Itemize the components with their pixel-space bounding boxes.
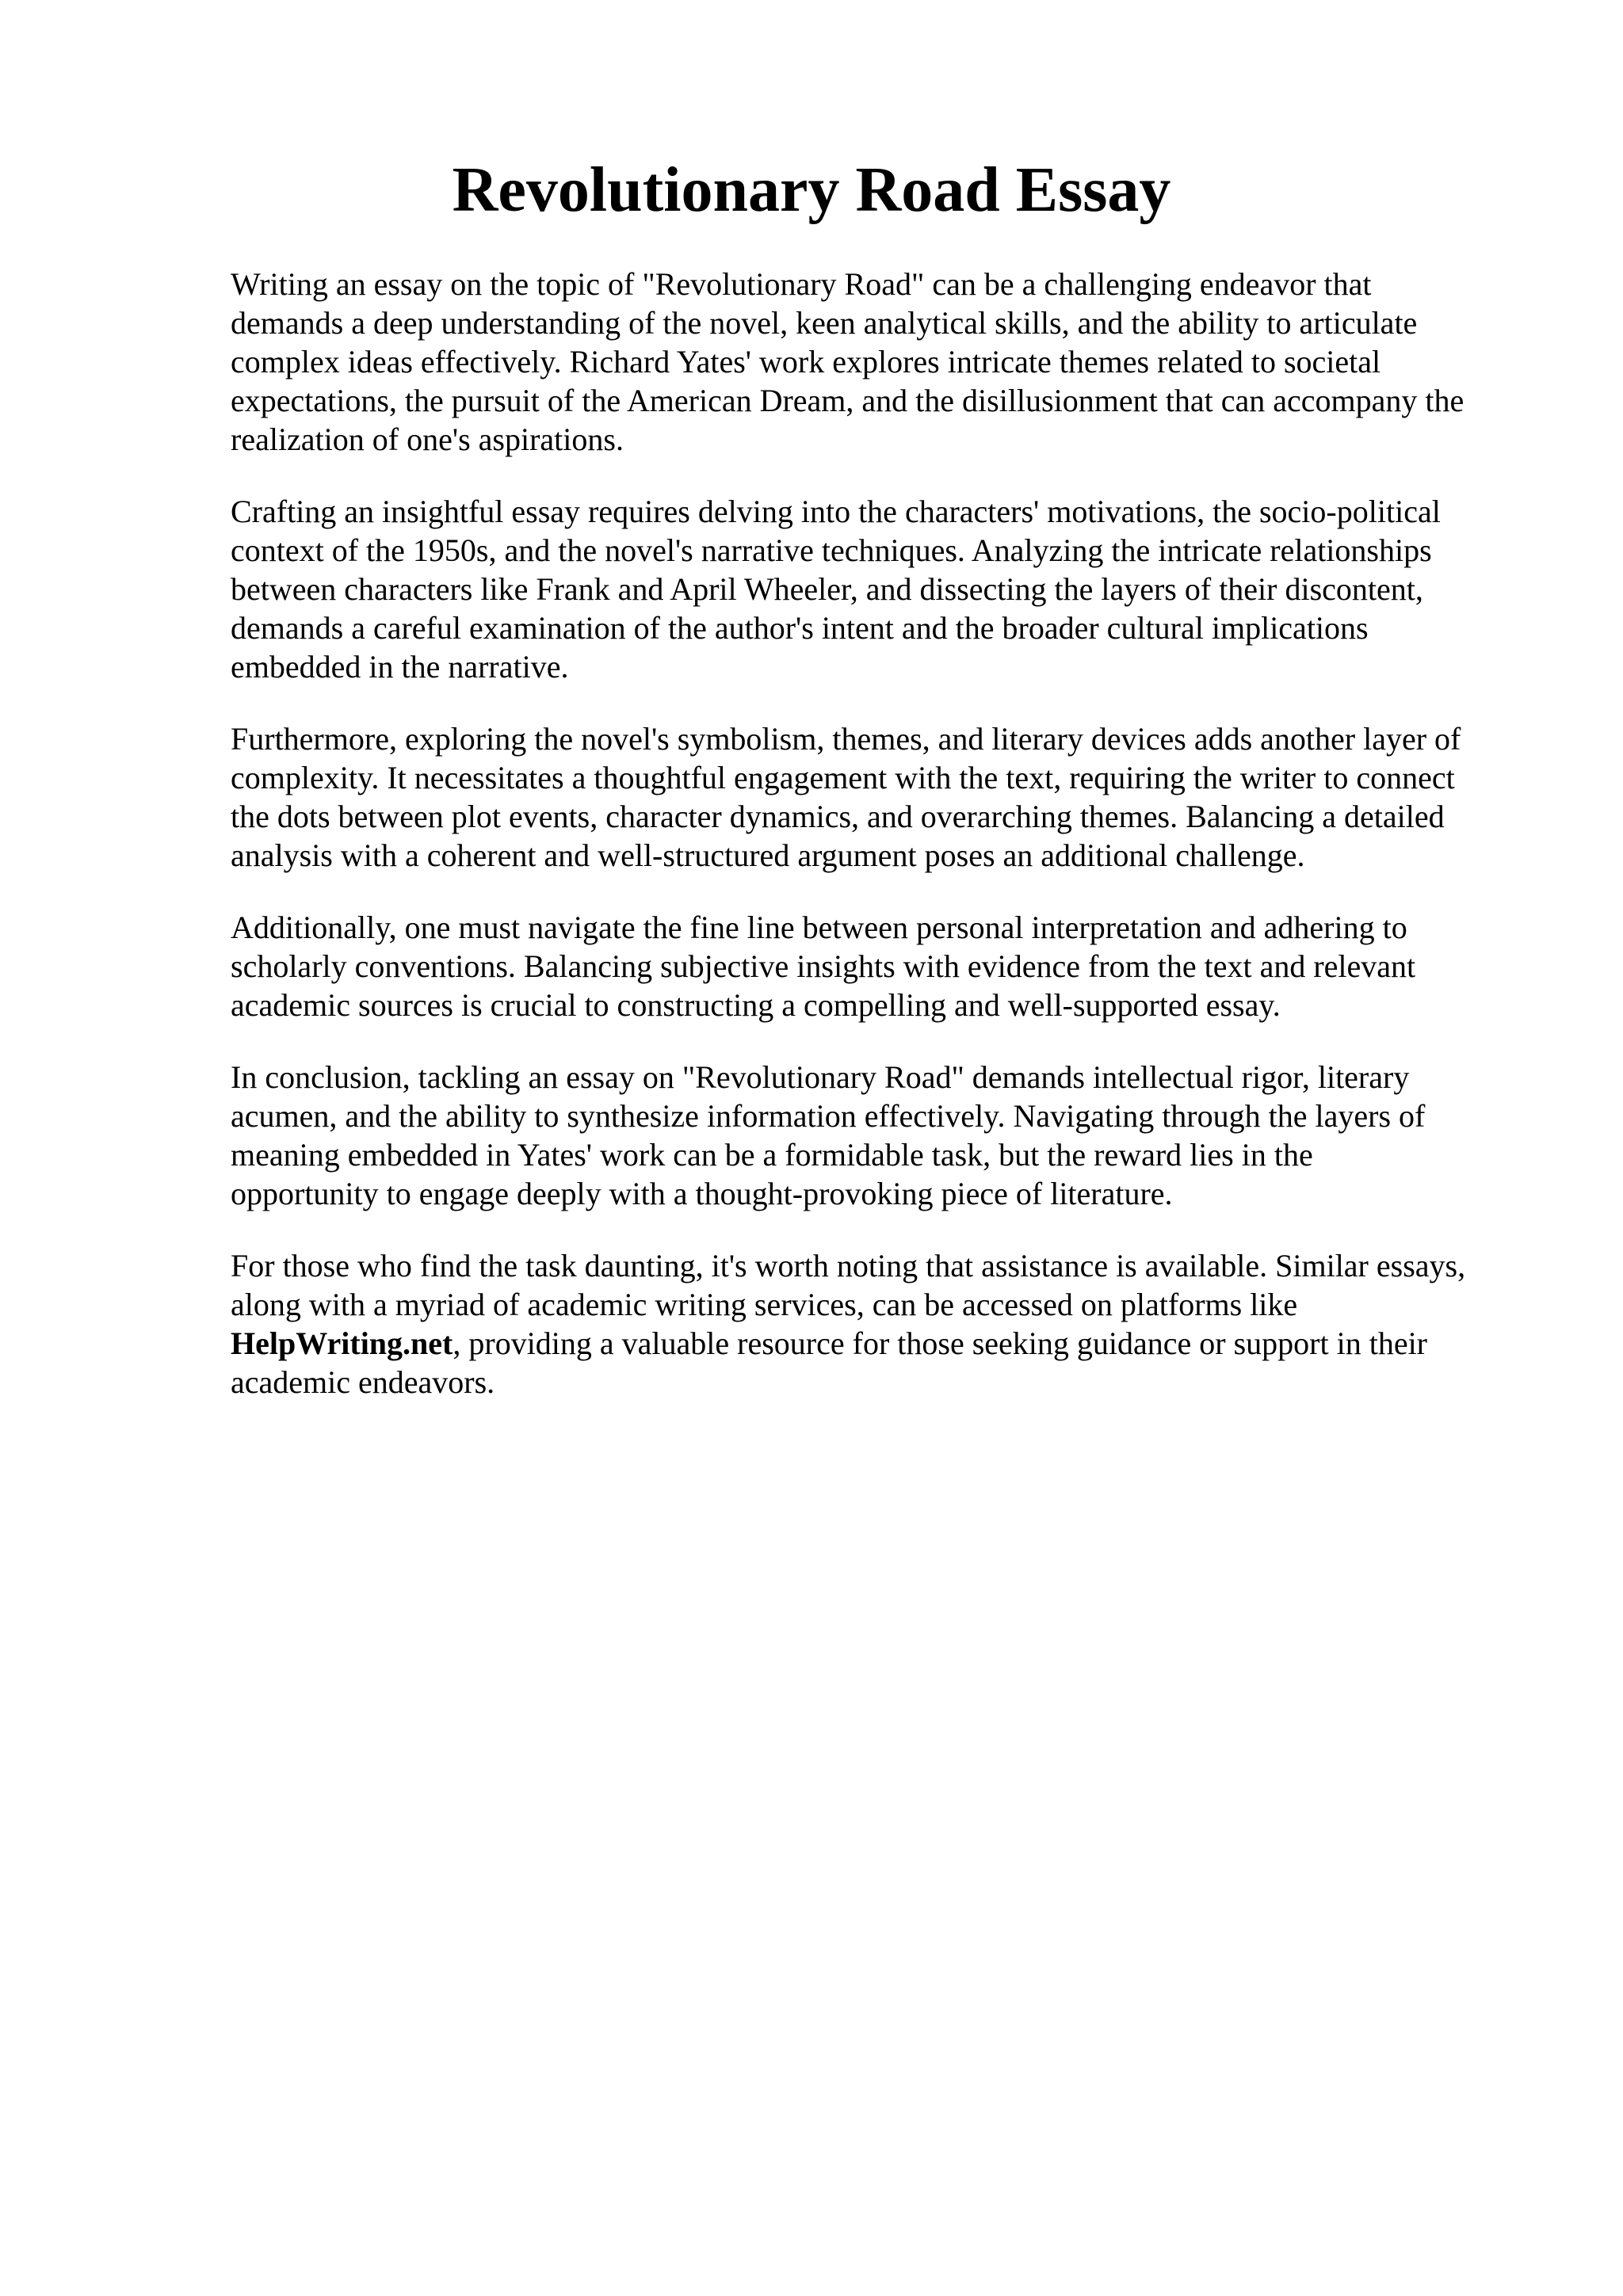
- brand-name: HelpWriting.net: [231, 1325, 453, 1361]
- line: For those who find the task daunting, it's worth noting that assistance is available. Similar essays,: [231, 1248, 1466, 1283]
- line: realization of one's aspirations.: [231, 421, 624, 457]
- line: along with a myriad of academic writing services, can be accessed on platforms like: [231, 1287, 1298, 1322]
- line: opportunity to engage deeply with a thought-provoking piece of literature.: [231, 1176, 1173, 1211]
- line: academic sources is crucial to constructing a compelling and well-supported essay.: [231, 987, 1281, 1023]
- line: Writing an essay on the topic of "Revolutionary Road" can be a challenging endeavor that: [231, 266, 1372, 302]
- line: demands a deep understanding of the novel, keen analytical skills, and the ability to articulate: [231, 305, 1418, 341]
- paragraph-1: [231, 265, 1530, 459]
- line: demands a careful examination of the author's intent and the broader cultural implications: [231, 610, 1369, 646]
- line: the dots between plot events, character dynamics, and overarching themes. Balancing a detailed: [231, 799, 1445, 834]
- line: In conclusion, tackling an essay on "Revolutionary Road" demands intellectual rigor, literary: [231, 1059, 1410, 1095]
- document-body: [231, 265, 1530, 1402]
- line: academic endeavors.: [231, 1364, 495, 1400]
- line: complexity. It necessitates a thoughtful engagement with the text, requiring the writer to connect: [231, 760, 1455, 795]
- paragraph-4: [231, 908, 1530, 1024]
- paragraph-6: [231, 1246, 1530, 1402]
- paragraph-5: [231, 1058, 1530, 1213]
- line: scholarly conventions. Balancing subjective insights with evidence from the text and relevant: [231, 948, 1416, 984]
- line: between characters like Frank and April Wheeler, and dissecting the layers of their discontent,: [231, 571, 1423, 607]
- line: expectations, the pursuit of the American Dream, and the disillusionment that can accompany the: [231, 383, 1465, 418]
- line: Furthermore, exploring the novel's symbolism, themes, and literary devices adds another layer of: [231, 721, 1461, 757]
- line: context of the 1950s, and the novel's narrative techniques. Analyzing the intricate relationships: [231, 532, 1432, 568]
- line: Crafting an insightful essay requires delving into the characters' motivations, the socio-political: [231, 494, 1441, 529]
- line: , providing a valuable resource for those seeking guidance or support in their: [453, 1325, 1428, 1361]
- line: complex ideas effectively. Richard Yates' work explores intricate themes related to societal: [231, 344, 1381, 379]
- line: acumen, and the ability to synthesize information effectively. Navigating through the layers of: [231, 1098, 1426, 1134]
- paragraph-2: [231, 492, 1530, 686]
- line: meaning embedded in Yates' work can be a formidable task, but the reward lies in the: [231, 1137, 1313, 1173]
- line: embedded in the narrative.: [231, 649, 569, 685]
- document-title: Revolutionary Road Essay: [452, 155, 1171, 225]
- paragraph-3: [231, 719, 1530, 875]
- line: analysis with a coherent and well-structured argument poses an additional challenge.: [231, 837, 1305, 873]
- line: Additionally, one must navigate the fine line between personal interpretation and adhering to: [231, 910, 1407, 945]
